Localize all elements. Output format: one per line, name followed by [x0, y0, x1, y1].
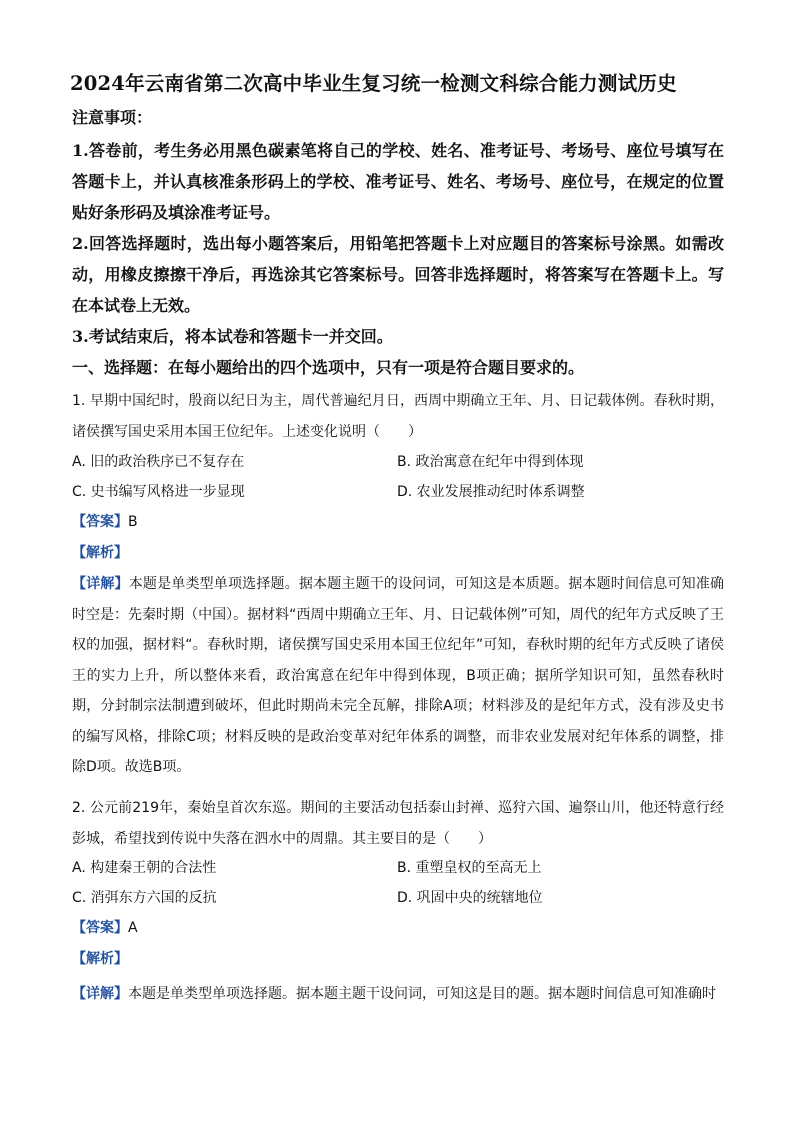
question-2-stem: 2. 公元前219年，秦始皇首次东巡。期间的主要活动包括泰山封禅、巡狩六国、遍祭山川，他还特意行经彭城，希望找到传说中失落在泗水中的周鼎。其主要目的是（ ）	[72, 800, 724, 847]
detail-label: 详解	[86, 986, 114, 1002]
answer-label: 答案	[86, 514, 114, 530]
question-1-stem: 1. 早期中国纪时，殷商以纪日为主，周代普遍纪月日，西周中期确立王年、月、日记载体例。春秋时期，诸侯撰写国史采用本国王位纪年。上述变化说明（ ）	[72, 393, 724, 440]
notice-item-1: 1.答卷前，考生务必用黑色碳素笔将自己的学校、姓名、准考证号、考场号、座位号填写在答题卡上，并认真核准条形码上的学校、准考证号、姓名、考场号、座位号，在规定的位置贴好条形码及填涂准考证号。	[72, 141, 724, 222]
answer-label: 答案	[86, 920, 114, 936]
question-2-detail-text: 本题是单类型单项选择题。据本题主题干设问词，可知这是目的题。据本题时间信息可知准确时	[128, 986, 716, 1002]
question-1-analysis: 【解析】	[72, 545, 128, 561]
analysis-label: 解析	[86, 951, 114, 967]
analysis-label: 解析	[86, 545, 114, 561]
notice-item-2: 2.回答选择题时，选出每小题答案后，用铅笔把答题卡上对应题目的答案标号涂黑。如需改动，用橡皮擦擦干净后，再选涂其它答案标号。回答非选择题时，将答案写在答题卡上。写在本试卷上无效。	[72, 234, 724, 315]
question-1-option-a: A. 旧的政治秩序已不复存在	[72, 454, 245, 470]
notice-heading: 注意事项：	[72, 108, 153, 127]
page-title: 2024年云南省第二次高中毕业生复习统一检测文科综合能力测试历史	[70, 72, 677, 95]
answer-value: B	[128, 514, 138, 530]
question-1-detail-text: 本题是单类型单项选择题。据本题主题干的设问词，可知这是本质题。据本题时间信息可知准确时空是：先秦时期（中国）。据材料“西周中期确立王年、月、日记载体例”可知，周代的纪年方式反映了王权的加强，据材料“。春秋时期，诸侯撰写国史采用本国王位纪年”可知，春秋时期的纪年方式反映了诸侯王的实力上升，所以整体来看，政治寓意在纪年中得到体现，B项正确；据所学知识可知，虽然春秋时期，分封制宗法制遭到破坏，但此时期尚未完全瓦解，排除A项；材料涉及的是纪年方式，没有涉及史书的编写风格，排除C项；材料反映的是政治变革对纪年体系的调整，而非农业发展对纪年体系的调整，排除D项。故选B项。	[72, 576, 725, 775]
question-2-option-c: C. 消弭东方六国的反抗	[72, 890, 217, 906]
question-1-answer: 【答案】B	[72, 514, 138, 530]
question-2-explanation: 【详解】本题是单类型单项选择题。据本题主题干设问词，可知这是目的题。据本题时间信息可知准确时	[72, 986, 716, 1002]
question-1-option-b: B. 政治寓意在纪年中得到体现	[397, 454, 584, 470]
question-2-option-b: B. 重塑皇权的至高无上	[397, 860, 542, 876]
detail-label: 详解	[86, 576, 115, 592]
question-1-option-d: D. 农业发展推动纪时体系调整	[397, 484, 585, 500]
answer-value: A	[128, 920, 138, 936]
question-1-explanation: 【详解】本题是单类型单项选择题。据本题主题干的设问词，可知这是本质题。据本题时间信息可知准确时空是：先秦时期（中国）。据材料“西周中期确立王年、月、日记载体例”可知，周代的纪年方式反映了王权的加强，据材料“。春秋时期，诸侯撰写国史采用本国王位纪年”可知，春秋时期的纪年方式反映了诸侯王的实力上升，所以整体来看，政治寓意在纪年中得到体现，B项正确；据所学知识可知，虽然春秋时期，分封制宗法制遭到破坏，但此时期尚未完全瓦解，排除A项；材料涉及的是纪年方式，没有涉及史书的编写风格，排除C项；材料反映的是政治变革对纪年体系的调整，而非农业发展对纪年体系的调整，排除D项。故选B项。	[72, 576, 725, 775]
question-1-option-c: C. 史书编写风格进一步显现	[72, 484, 245, 500]
question-2-answer: 【答案】A	[72, 920, 138, 936]
question-2-option-d: D. 巩固中央的统辖地位	[397, 890, 543, 906]
section-heading: 一、选择题：在每小题给出的四个选项中，只有一项是符合题目要求的。	[72, 358, 585, 377]
notice-item-3: 3.考试结束后，将本试卷和答题卡一并交回。	[72, 327, 393, 346]
question-2-option-a: A. 构建秦王朝的合法性	[72, 860, 217, 876]
question-2-analysis: 【解析】	[72, 951, 128, 967]
